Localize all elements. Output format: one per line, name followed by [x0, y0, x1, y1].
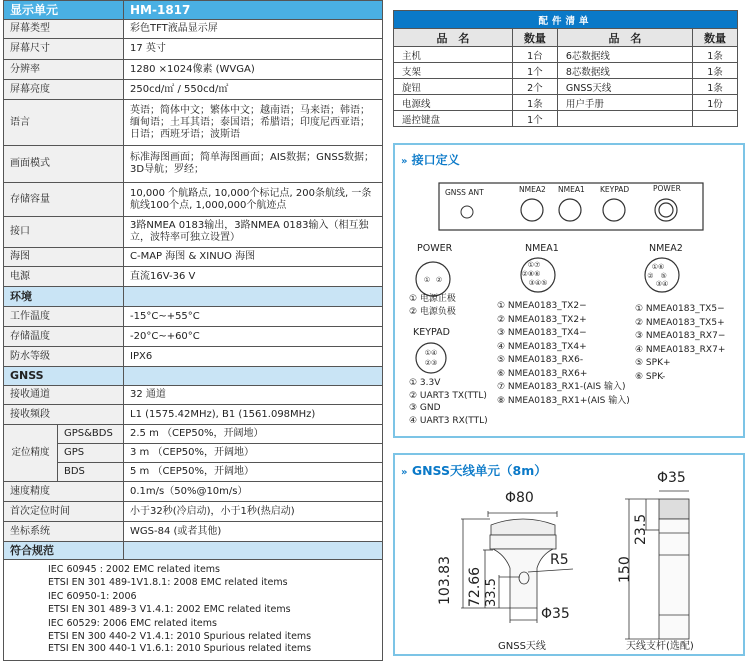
svg-text:②: ②: [435, 276, 443, 284]
section-display: 显示单元: [4, 1, 124, 20]
table-row: [4, 217, 383, 248]
dim-height-72: 72.66: [467, 566, 483, 607]
keypad-title: KEYPAD: [413, 327, 450, 338]
section-row: [4, 542, 383, 560]
table-row: [394, 47, 738, 63]
table-row: [4, 307, 383, 327]
table-row: [4, 347, 383, 367]
col-name: 品 名: [557, 29, 692, 47]
section-row: [4, 367, 383, 386]
port-gnss-ant: GNSS ANT: [445, 188, 484, 197]
item-name: 支架: [394, 63, 513, 79]
svg-text:②⑧⑥: ②⑧⑥: [521, 270, 541, 278]
pin-item: ④ NMEA0183_TX4+: [497, 341, 587, 352]
spec-label: 坐标系统: [4, 522, 124, 542]
antenna-title: » GNSS天线单元（8m）: [401, 463, 547, 478]
dim-diameter-80: Φ80: [505, 490, 534, 506]
item-name: 6芯数据线: [557, 47, 692, 63]
standard-item: ETSI EN 300 440-2 V1.4.1: 2010 Spurious related items: [48, 630, 312, 642]
accuracy-mode: GPS: [58, 444, 124, 463]
item-qty: 1条: [693, 79, 738, 95]
item-qty: 1台: [512, 47, 557, 63]
svg-text:①: ①: [423, 276, 431, 284]
dim-radius-5: R5: [550, 552, 569, 568]
antenna-panel: [393, 453, 745, 656]
spec-value: 标准海图画面；简单海图画面；AIS数据；GNSS数据；3D导航；罗经；: [124, 146, 383, 183]
port-nmea2: NMEA2: [519, 185, 546, 194]
spec-value: 直流16V-36 V: [124, 267, 383, 287]
spec-label: 速度精度: [4, 482, 124, 502]
accuracy-value: 5 m （CEP50%，开阔地）: [124, 463, 383, 482]
standard-item: ETSI EN 301 489-3 V1.4.1: 2002 EMC related items: [48, 603, 291, 615]
col-name: 品 名: [394, 29, 513, 47]
pin-item: ① NMEA0183_TX5−: [635, 304, 725, 314]
table-row: [4, 39, 383, 60]
spec-value: WGS-84 (或者其他): [124, 522, 383, 542]
dim-height-23: 23.5: [633, 513, 649, 545]
svg-text:③④⑤: ③④⑤: [528, 279, 548, 287]
nmea1-pin-list: [497, 300, 630, 408]
dim-diameter-35-antenna: Φ35: [541, 606, 570, 622]
pin-item: ② UART3 TX(TTL): [409, 390, 487, 401]
spec-value: 10,000 个航路点, 10,000个标记点, 200条航线, 一条航线100个点, 1,000,000个航迹点: [124, 183, 383, 217]
nmea2-pin-list: [635, 303, 725, 384]
accuracy-mode: BDS: [58, 463, 124, 482]
spec-label: 工作温度: [4, 307, 124, 327]
spec-label: 接口: [4, 217, 124, 248]
item-name: 电源线: [394, 95, 513, 111]
table-row: [394, 63, 738, 79]
table-row: [4, 405, 383, 425]
model-name: HM-1817: [124, 1, 383, 20]
accessories-table: [393, 10, 738, 127]
spec-label: 海图: [4, 248, 124, 267]
pin-item: ⑥ SPK-: [635, 371, 666, 382]
item-name: 主机: [394, 47, 513, 63]
spec-label: 接收频段: [4, 405, 124, 425]
svg-text:①⑥: ①⑥: [651, 263, 665, 271]
spec-value: 小于32秒(冷启动)，小于1秒(热启动): [124, 502, 383, 522]
interface-panel: [393, 143, 745, 438]
standards-row: [4, 560, 383, 661]
table-row: [4, 327, 383, 347]
spec-value: 32 通道: [124, 386, 383, 405]
table-row: [394, 111, 738, 127]
spec-label: 分辨率: [4, 60, 124, 80]
svg-text:③④: ③④: [655, 280, 669, 288]
spec-label: 首次定位时间: [4, 502, 124, 522]
power-pin-list: [409, 293, 456, 318]
antenna-caption: GNSS天线: [498, 641, 546, 652]
item-qty: 1条: [693, 63, 738, 79]
keypad-pin-list: [409, 377, 488, 427]
spec-label: 屏幕尺寸: [4, 39, 124, 60]
spec-value: 3路NMEA 0183输出，3路NMEA 0183输入（相互独立，波特率可独立设置）: [124, 217, 383, 248]
table-row: [394, 79, 738, 95]
spec-value: L1 (1575.42MHz), B1 (1561.098MHz): [124, 405, 383, 425]
item-name: 遥控键盘: [394, 111, 513, 127]
dim-diameter-35-pole: Φ35: [657, 470, 686, 486]
pin-item: ③ NMEA0183_RX7−: [635, 331, 726, 341]
spec-label: 画面模式: [4, 146, 124, 183]
spec-table: [3, 0, 383, 661]
standards-list: [4, 560, 383, 661]
pin-item: ④ NMEA0183_RX7+: [635, 344, 726, 355]
pin-item: ① NMEA0183_TX2−: [497, 301, 587, 311]
pin-item: ③ GND: [409, 403, 441, 413]
accuracy-label: 定位精度: [4, 425, 58, 482]
table-row: [4, 248, 383, 267]
spec-label: 电源: [4, 267, 124, 287]
spec-value: 彩色TFT液晶显示屏: [124, 20, 383, 39]
item-qty: 1个: [512, 111, 557, 127]
port-nmea1: NMEA1: [558, 185, 585, 194]
spec-label: 防水等级: [4, 347, 124, 367]
spec-label: 语言: [4, 100, 124, 146]
spec-value: IPX6: [124, 347, 383, 367]
item-qty: 1条: [693, 47, 738, 63]
spec-value: 英语；简体中文；繁体中文；越南语；马来语；韩语；缅甸语；土耳其语；泰国语；希腊语；印度尼西亚语；日语；西班牙语；波斯语: [124, 100, 383, 146]
table-header: [4, 1, 383, 20]
dim-height-150: 150: [617, 556, 633, 583]
table-row: [4, 267, 383, 287]
dim-height-33: 33.5: [484, 578, 499, 607]
item-name: GNSS天线: [557, 79, 692, 95]
table-row: [4, 80, 383, 100]
col-qty: 数量: [693, 29, 738, 47]
item-name: 旋钮: [394, 79, 513, 95]
standard-item: IEC 60529: 2006 EMC related items: [48, 618, 217, 629]
accuracy-mode: GPS&BDS: [58, 425, 124, 444]
table-row: [4, 425, 383, 444]
table-row: [4, 522, 383, 542]
spec-value: 0.1m/s（50%@10m/s）: [124, 482, 383, 502]
spec-label: 存储温度: [4, 327, 124, 347]
pin-item: ① 3.3V: [409, 378, 441, 388]
pin-item: ② NMEA0183_TX5+: [635, 317, 725, 328]
spec-value: -15°C~+55°C: [124, 307, 383, 327]
pin-item: ⑤ SPK+: [635, 358, 671, 368]
accuracy-value: 2.5 m （CEP50%，开阔地）: [124, 425, 383, 444]
section-row: [4, 287, 383, 307]
table-row: [4, 502, 383, 522]
svg-text:①④: ①④: [424, 349, 438, 357]
pin-item: ② NMEA0183_TX2+: [497, 314, 587, 325]
spec-label: 存储容量: [4, 183, 124, 217]
table-row: [4, 444, 383, 463]
svg-text:①⑦: ①⑦: [527, 261, 541, 269]
dim-height-103: 103.83: [437, 556, 453, 605]
pin-item: ⑦ NMEA0183_RX1-(AIS 输入): [497, 382, 626, 392]
table-row: [4, 183, 383, 217]
port-power: POWER: [653, 184, 681, 193]
item-name: 8芯数据线: [557, 63, 692, 79]
spec-value: 1280 ×1024像素 (WVGA): [124, 60, 383, 80]
nmea2-title: NMEA2: [649, 243, 683, 254]
table-row: [4, 60, 383, 80]
table-row: [4, 386, 383, 405]
item-qty: 1个: [512, 63, 557, 79]
standard-item: ETSI EN 300 440-1 V1.6.1: 2010 Spurious related items: [48, 643, 312, 654]
item-name: [557, 111, 692, 127]
port-keypad: KEYPAD: [600, 185, 630, 194]
table-row: [4, 463, 383, 482]
svg-text:②③: ②③: [424, 359, 438, 367]
standard-item: IEC 60945 : 2002 EMC related items: [48, 564, 221, 575]
item-qty: 2个: [512, 79, 557, 95]
standard-item: ETSI EN 301 489-1V1.8.1: 2008 EMC related items: [48, 576, 288, 588]
table-row: [4, 20, 383, 39]
col-qty: 数量: [512, 29, 557, 47]
accessories-title: 配件清单: [394, 11, 738, 29]
table-row: [4, 146, 383, 183]
item-qty: [693, 111, 738, 127]
nmea1-title: NMEA1: [525, 243, 559, 254]
item-qty: 1份: [693, 95, 738, 111]
standard-item: IEC 60950-1: 2006: [48, 591, 137, 602]
spec-label: 接收通道: [4, 386, 124, 405]
interface-title: » 接口定义: [401, 153, 460, 167]
table-row: [394, 95, 738, 111]
pole-caption: 天线支杆(选配): [626, 641, 694, 652]
pin-item: ① 电源正极: [409, 294, 456, 304]
svg-text:② ⑤: ② ⑤: [647, 272, 667, 280]
pin-item: ⑧ NMEA0183_RX1+(AIS 输入): [497, 395, 630, 406]
spec-value: 17 英寸: [124, 39, 383, 60]
item-name: 用户手册: [557, 95, 692, 111]
spec-value: 250cd/㎡ / 550cd/㎡: [124, 80, 383, 100]
power-title: POWER: [417, 243, 453, 254]
spec-label: 屏幕类型: [4, 20, 124, 39]
section-standards: 符合规范: [4, 542, 124, 560]
table-row: [4, 482, 383, 502]
pin-item: ② 电源负极: [409, 306, 456, 317]
table-row: [4, 100, 383, 146]
pin-item: ④ UART3 RX(TTL): [409, 415, 488, 426]
section-gnss: GNSS: [4, 367, 124, 386]
spec-value: -20°C~+60°C: [124, 327, 383, 347]
section-environment: 环境: [4, 287, 124, 307]
pin-item: ③ NMEA0183_TX4−: [497, 328, 587, 338]
spec-label: 屏幕亮度: [4, 80, 124, 100]
item-qty: 1条: [512, 95, 557, 111]
spec-value: C-MAP 海图 & XINUO 海图: [124, 248, 383, 267]
accuracy-value: 3 m （CEP50%，开阔地）: [124, 444, 383, 463]
pin-item: ⑤ NMEA0183_RX6-: [497, 355, 584, 365]
pin-item: ⑥ NMEA0183_RX6+: [497, 368, 588, 379]
